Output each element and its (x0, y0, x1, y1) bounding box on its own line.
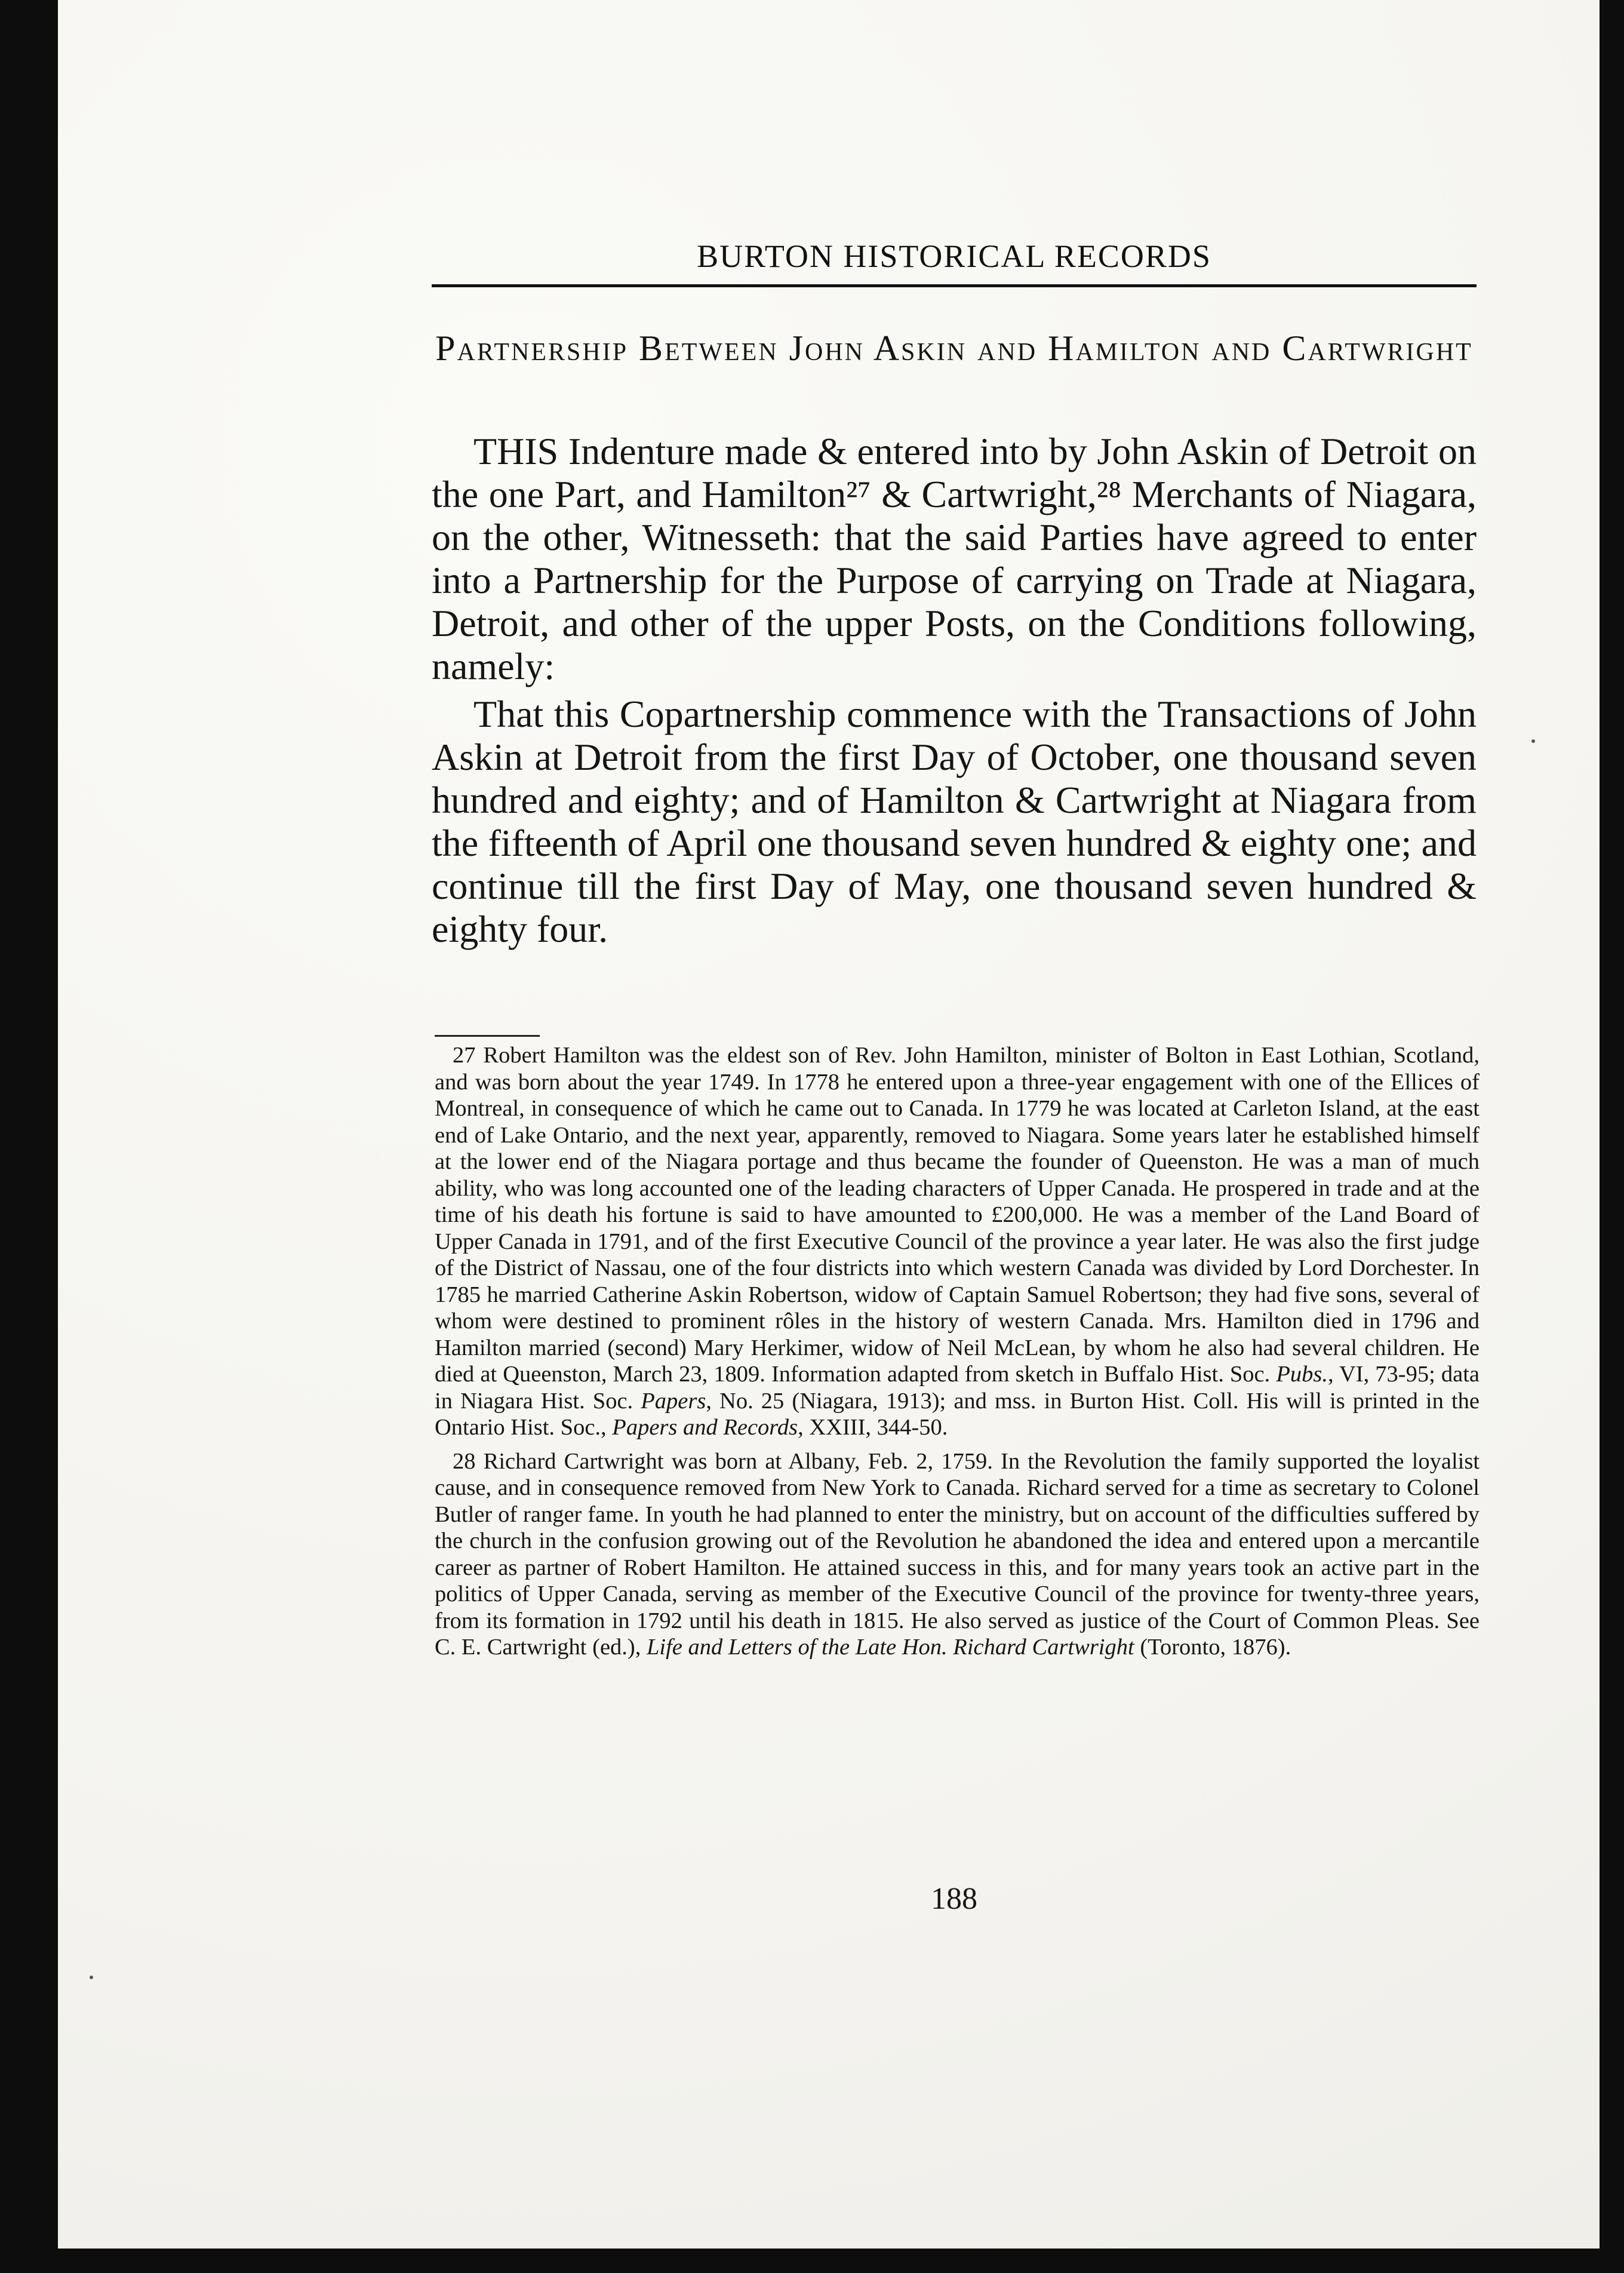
page-number: 188 (931, 1882, 977, 1916)
footnotes (435, 1042, 1480, 1661)
section-title: Partnership Between John Askin and Hamilton and Cartwright (435, 328, 1473, 368)
footnote-marker: 28 (453, 1448, 476, 1474)
paper-speck (1531, 739, 1535, 743)
paper-speck (90, 1976, 93, 1979)
paragraph-indenture: THIS Indenture made & entered into by John Askin of Detroit on the one Part, and Hamilton²⁷ & Cartwright,²⁸ Merchants of Niagara, on the other, Witnesseth: that the said Parties have agreed to enter into a Partnership for the Purpose of carrying on Trade at Niagara, Detroit, and other of the upper Posts, on the Conditions following, namely: (432, 430, 1477, 687)
header-rule (432, 284, 1477, 287)
running-head: BURTON HISTORICAL RECORDS (697, 238, 1211, 274)
footnote-marker: 27 (453, 1043, 476, 1068)
footnote-27: 27 Robert Hamilton was the eldest son of Rev. John Hamilton, minister of Bolton in East Lothian, Scotland, and was born about the year 1749. In 1778 he entered upon a three-year engagement with one of the Ellices of Montreal, in consequence of which he came out to Canada. In 1779 he was located at Carleton Island, at the east end of Lake Ontario, and the next year, apparently, removed to Niagara. Some years later he established himself at the lower end of the Niagara portage and thus became the founder of Queenston. He was a man of much ability, who was long accounted one of the leading characters of Upper Canada. He prospered in trade and at the time of his death his fortune is said to have amounted to £200,000. He was a member of the Land Board of Upper Canada in 1791, and of the first Executive Council of the province a year later. He was also the first judge of the District of Nassau, one of the four districts into which western Canada was divided by Lord Dorchester. In 1785 he married Catherine Askin Robertson, widow of Captain Samuel Robertson; they had five sons, several of whom were destined to prominent rôles in the history of western Canada. Mrs. Hamilton died in 1796 and Hamilton married (second) Mary Herkimer, widow of Neil McLean, by whom he also had several children. He died at Queenston, March 23, 1809. Information adapted from sketch in Buffalo Hist. Soc. Pubs., VI, 73-95; data in Niagara Hist. Soc. Papers, No. 25 (Niagara, 1913); and mss. in Burton Hist. Coll. His will is printed in the Ontario Hist. Soc., Papers and Records, XXIII, 344-50. (435, 1043, 1480, 1440)
footnote-28: 28 Richard Cartwright was born at Albany, Feb. 2, 1759. In the Revolution the family supported the loyalist cause, and in consequence removed from New York to Canada. Richard served for a time as secretary to Colonel Butler of ranger fame. In youth he had planned to enter the ministry, but on account of the difficulties suffered by the church in the confusion growing out of the Revolution he abandoned the idea and entered upon a mercantile career as partner of Robert Hamilton. He attained success in this, and for many years took an active part in the politics of Upper Canada, serving as member of the Executive Council of the province for twenty-three years, from its formation in 1792 until his death in 1815. He also served as justice of the Court of Common Pleas. See C. E. Cartwright (ed.), Life and Letters of the Late Hon. Richard Cartwright (Toronto, 1876). (435, 1448, 1480, 1660)
main-text (432, 430, 1477, 951)
paragraph-copartnership: That this Copartnership commence with the Transactions of John Askin at Detroit from the first Day of October, one thousand seven hundred and eighty; and of Hamilton & Cartwright at Niagara from the fifteenth of April one thousand seven hundred & eighty one; and continue till the first Day of May, one thousand seven hundred & eighty four. (432, 693, 1477, 950)
footnote-rule (435, 1035, 540, 1037)
